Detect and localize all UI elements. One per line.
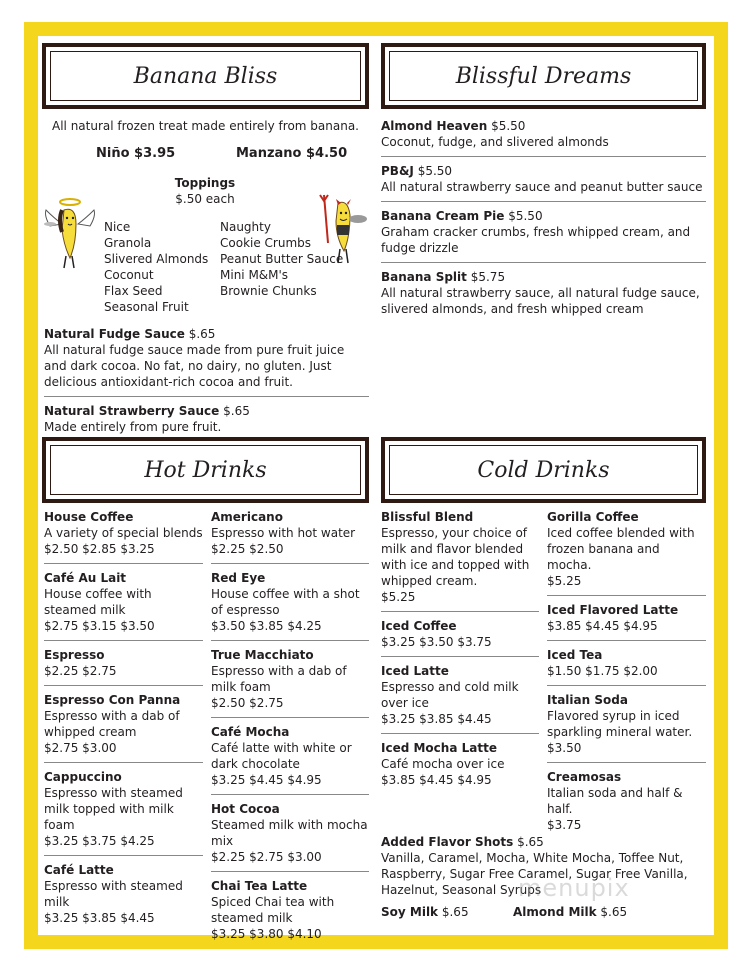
angel-banana-icon bbox=[42, 196, 100, 270]
item-name: Iced Flavored Latte bbox=[547, 603, 679, 617]
item-description: House coffee with a shot of espresso bbox=[211, 587, 360, 617]
item-prices: $3.85 $4.45 $4.95 bbox=[547, 619, 658, 633]
item-name: Blissful Blend bbox=[381, 510, 474, 524]
item-name: Banana Split bbox=[381, 270, 467, 284]
item-prices: $3.25 $3.50 $3.75 bbox=[381, 635, 492, 649]
cold-drinks-left-list bbox=[381, 503, 539, 794]
blissful-dreams-list bbox=[381, 112, 706, 323]
menu-item bbox=[547, 596, 706, 641]
item-prices: $3.25 $3.75 $4.25 bbox=[44, 834, 155, 848]
item-description: Espresso with steamed milk topped with milk foam bbox=[44, 786, 183, 832]
item-name: Chai Tea Latte bbox=[211, 879, 308, 893]
nice-item: Slivered Almonds bbox=[104, 252, 209, 266]
item-name: Italian Soda bbox=[547, 693, 628, 707]
item-description: Espresso, your choice of milk and flavor blended with ice and topped with whipped cream. bbox=[381, 526, 530, 588]
sauces-list bbox=[44, 320, 369, 441]
nice-item: Granola bbox=[104, 236, 152, 250]
nice-item: Flax Seed bbox=[104, 284, 163, 298]
item-prices: $2.75 $3.00 bbox=[44, 741, 117, 755]
item-name: Banana Cream Pie bbox=[381, 209, 505, 223]
menu-item bbox=[211, 564, 369, 641]
item-name: True Macchiato bbox=[211, 648, 314, 662]
toppings-price: $.50 each bbox=[175, 192, 235, 206]
menu-item bbox=[547, 686, 706, 763]
menu-item bbox=[44, 564, 203, 641]
menu-item bbox=[44, 397, 369, 441]
almond-milk-name: Almond Milk bbox=[513, 905, 597, 919]
naughty-item: Peanut Butter Sauce bbox=[220, 252, 344, 266]
naughty-item: Mini M&M's bbox=[220, 268, 289, 282]
item-description: Espresso with hot water bbox=[211, 526, 356, 540]
item-name: Café Latte bbox=[44, 863, 114, 877]
menu-item bbox=[211, 795, 369, 872]
banana-bliss-intro: All natural frozen treat made entirely from banana. bbox=[52, 119, 359, 133]
item-description: All natural strawberry sauce and peanut butter sauce bbox=[381, 180, 703, 194]
item-prices: $2.25 $2.50 bbox=[211, 542, 284, 556]
cold-drinks-header bbox=[381, 437, 706, 503]
naughty-item: Brownie Chunks bbox=[220, 284, 317, 298]
toppings-title: Toppings bbox=[174, 176, 236, 190]
item-description: Steamed milk with mocha mix bbox=[211, 818, 368, 848]
nice-toppings bbox=[104, 219, 208, 315]
item-description: All natural strawberry sauce, all natural fudge sauce, slivered almonds, and fresh whipped cream bbox=[381, 286, 700, 316]
item-description: Espresso with a dab of whipped cream bbox=[44, 709, 180, 739]
hot-drinks-right-list bbox=[211, 503, 369, 948]
flavor-shots-list: Vanilla, Caramel, Mocha, White Mocha, Toffee Nut, Raspberry, Sugar Free Caramel, Sugar Free Vanilla, Hazelnut, Seasonal Syrups bbox=[381, 851, 688, 897]
item-name: House Coffee bbox=[44, 510, 134, 524]
item-name: Iced Latte bbox=[381, 664, 449, 678]
soy-milk bbox=[381, 904, 469, 920]
item-description: A variety of special blends bbox=[44, 526, 203, 540]
item-prices: $2.25 $2.75 $3.00 bbox=[211, 850, 322, 864]
item-name: Creamosas bbox=[547, 770, 622, 784]
blissful-dreams-header bbox=[381, 43, 706, 109]
item-prices: $5.25 bbox=[381, 590, 416, 604]
menu-item bbox=[381, 157, 706, 202]
naughty-toppings bbox=[220, 219, 343, 299]
almond-milk-price: $.65 bbox=[596, 905, 628, 919]
naughty-title: Naughty bbox=[220, 220, 271, 234]
item-name: Iced Coffee bbox=[381, 619, 457, 633]
menu-item bbox=[211, 503, 369, 564]
item-description: Iced coffee blended with frozen banana and mocha. bbox=[547, 526, 695, 572]
item-prices: $3.50 $3.85 $4.25 bbox=[211, 619, 322, 633]
menu-item bbox=[381, 112, 706, 157]
hot-drinks-left-list bbox=[44, 503, 203, 932]
item-prices: $3.25 $4.45 $4.95 bbox=[211, 773, 322, 787]
item-prices: $3.25 $3.85 $4.45 bbox=[381, 712, 492, 726]
item-name: Cappuccino bbox=[44, 770, 122, 784]
item-name: Café Mocha bbox=[211, 725, 290, 739]
hot-drinks-title: Hot Drinks bbox=[144, 457, 267, 483]
menu-item bbox=[44, 320, 369, 397]
soy-milk-name: Soy Milk bbox=[381, 905, 439, 919]
menu-item bbox=[44, 641, 203, 686]
hot-drinks-header bbox=[42, 437, 369, 503]
item-prices: $3.85 $4.45 $4.95 bbox=[381, 773, 492, 787]
item-name: Hot Cocoa bbox=[211, 802, 280, 816]
item-name: Iced Mocha Latte bbox=[381, 741, 497, 755]
item-prices: $2.50 $2.85 $3.25 bbox=[44, 542, 155, 556]
menu-item bbox=[44, 686, 203, 763]
item-name: Iced Tea bbox=[547, 648, 603, 662]
naughty-item: Cookie Crumbs bbox=[220, 236, 312, 250]
menu-item bbox=[211, 872, 369, 948]
nice-item: Coconut bbox=[104, 268, 154, 282]
item-prices: $2.25 $2.75 bbox=[44, 664, 117, 678]
item-description: Spiced Chai tea with steamed milk bbox=[211, 895, 335, 925]
item-prices: $3.50 bbox=[547, 741, 582, 755]
item-prices: $3.25 $3.85 $4.45 bbox=[44, 911, 155, 925]
menu-item bbox=[381, 202, 706, 263]
menu-item bbox=[44, 856, 203, 932]
item-name: Espresso Con Panna bbox=[44, 693, 181, 707]
menu-item bbox=[44, 503, 203, 564]
menu-item bbox=[211, 718, 369, 795]
item-description: Italian soda and half & half. bbox=[547, 786, 683, 816]
item-prices: $2.75 $3.15 $3.50 bbox=[44, 619, 155, 633]
item-prices: $5.25 bbox=[547, 574, 582, 588]
item-description: Café mocha over ice bbox=[381, 757, 505, 771]
item-name: Gorilla Coffee bbox=[547, 510, 639, 524]
item-name: Red Eye bbox=[211, 571, 266, 585]
item-prices: $3.75 bbox=[547, 818, 582, 832]
menu-item bbox=[381, 657, 539, 734]
item-prices: $1.50 $1.75 $2.00 bbox=[547, 664, 658, 678]
flavor-shots-price: $.65 bbox=[513, 835, 544, 849]
item-description: Café latte with white or dark chocolate bbox=[211, 741, 352, 771]
menu-item bbox=[381, 263, 706, 323]
nice-title: Nice bbox=[104, 220, 131, 234]
menu-item bbox=[547, 641, 706, 686]
item-name: Espresso bbox=[44, 648, 105, 662]
manzano-price: Manzano $4.50 bbox=[236, 146, 348, 161]
item-prices: $2.50 $2.75 bbox=[211, 696, 284, 710]
item-description: Espresso with steamed milk bbox=[44, 879, 183, 909]
item-name: Natural Strawberry Sauce bbox=[44, 404, 220, 418]
banana-bliss-title: Banana Bliss bbox=[133, 63, 278, 89]
menu-item bbox=[547, 503, 706, 596]
menu-item bbox=[44, 763, 203, 856]
item-description: Espresso and cold milk over ice bbox=[381, 680, 519, 710]
blissful-dreams-title: Blissful Dreams bbox=[455, 63, 632, 89]
banana-bliss-header bbox=[42, 43, 369, 109]
item-description: All natural fudge sauce made from pure fruit juice and dark cocoa. No fat, no dairy, no gluten. Just delicious antioxidant-rich cocoa and fruit. bbox=[44, 343, 345, 389]
cold-drinks-title: Cold Drinks bbox=[477, 457, 610, 483]
menu-item bbox=[381, 503, 539, 612]
item-name: PB&J bbox=[381, 164, 414, 178]
item-description: Coconut, fudge, and slivered almonds bbox=[381, 135, 609, 149]
item-price: $.65 bbox=[219, 404, 250, 418]
item-price: $5.75 bbox=[466, 270, 506, 284]
item-description: House coffee with steamed milk bbox=[44, 587, 152, 617]
item-name: Almond Heaven bbox=[381, 119, 488, 133]
nino-price: Niño $3.95 bbox=[96, 146, 176, 161]
menu-item bbox=[547, 763, 706, 839]
menu-item bbox=[381, 734, 539, 794]
almond-milk bbox=[513, 904, 627, 920]
item-description: Made entirely from pure fruit. bbox=[44, 420, 222, 434]
soy-milk-price: $.65 bbox=[438, 905, 469, 919]
item-price: $5.50 bbox=[487, 119, 526, 133]
item-price: $5.50 bbox=[504, 209, 543, 223]
nice-item: Seasonal Fruit bbox=[104, 300, 189, 314]
item-name: Americano bbox=[211, 510, 283, 524]
flavor-shots-name: Added Flavor Shots bbox=[381, 835, 514, 849]
item-price: $5.50 bbox=[413, 164, 453, 178]
item-description: Graham cracker crumbs, fresh whipped cream, and fudge drizzle bbox=[381, 225, 691, 255]
item-description: Flavored syrup in iced sparkling mineral water. bbox=[547, 709, 693, 739]
item-prices: $3.25 $3.80 $4.10 bbox=[211, 927, 322, 941]
menu-item bbox=[381, 612, 539, 657]
menupix-watermark: menupix bbox=[518, 874, 630, 902]
item-name: Café Au Lait bbox=[44, 571, 127, 585]
item-description: Espresso with a dab of milk foam bbox=[211, 664, 347, 694]
item-name: Natural Fudge Sauce bbox=[44, 327, 185, 341]
menu-item bbox=[211, 641, 369, 718]
item-price: $.65 bbox=[184, 327, 216, 341]
cold-drinks-right-list bbox=[547, 503, 706, 839]
